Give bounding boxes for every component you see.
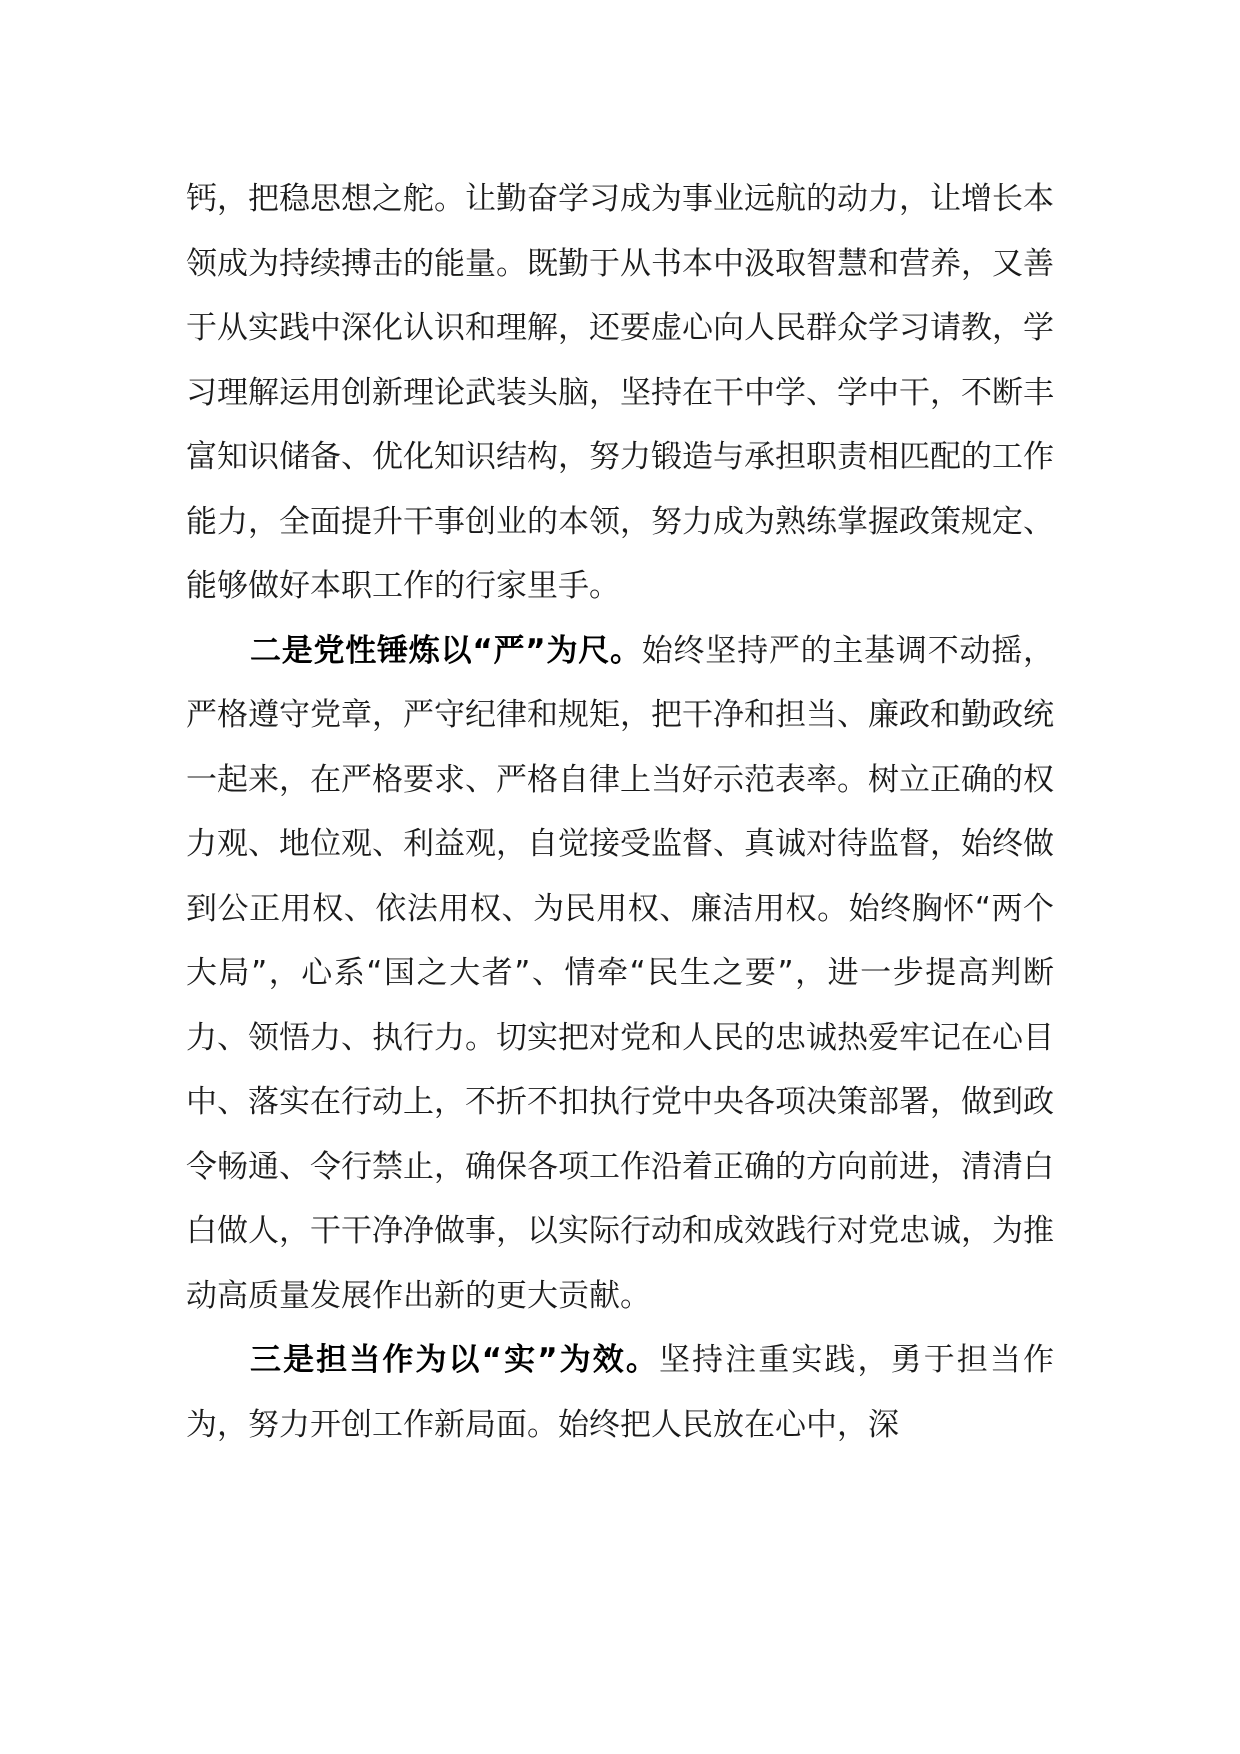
document-body [186, 167, 1054, 1457]
paragraph-learning [186, 167, 1054, 619]
paragraph-party-discipline [186, 619, 1054, 1329]
paragraph-responsibility [186, 1328, 1054, 1457]
paragraph-text: 始终坚持严的主基调不动摇，严格遵守党章，严守纪律和规矩，把干净和担当、廉政和勤政统一起来，在严格要求、严格自律上当好示范表率。树立正确的权力观、地位观、利益观，自觉接受监督、真诚对待监督，始终做到公正用权、依法用权、为民用权、廉洁用权。始终胸怀“两个大局”，心系“国之大者”、情牵“民生之要”，进一步提高判断力、领悟力、执行力。切实把对党和人民的忠诚热爱牢记在心目中、落实在行动上，不折不扣执行党中央各项决策部署，做到政令畅通、令行禁止，确保各项工作沿着正确的方向前进，清清白白做人，干干净净做事，以实际行动和成效践行对党忠诚，为推动高质量发展作出新的更大贡献。 [186, 632, 1055, 1314]
paragraph-lead-heading: 三是担当作为以“实”为效。 [250, 1342, 659, 1378]
paragraph-lead-heading: 二是党性锤炼以“严”为尺。 [250, 632, 642, 669]
paragraph-text: 钙，把稳思想之舵。让勤奋学习成为事业远航的动力，让增长本领成为持续搏击的能量。既勤于从书本中汲取智慧和营养，又善于从实践中深化认识和理解，还要虚心向人民群众学习请教，学习理解运用创新理论武装头脑，坚持在干中学、学中干，不断丰富知识储备、优化知识结构，努力锻造与承担职责相匹配的工作能力，全面提升干事创业的本领，努力成为熟练掌握政策规定、能够做好本职工作的行家里手。 [186, 181, 1054, 604]
paragraph-text: 坚持注重实践，勇于担当作为，努力开创工作新局面。始终把人民放在心中，深 [186, 1342, 1054, 1443]
